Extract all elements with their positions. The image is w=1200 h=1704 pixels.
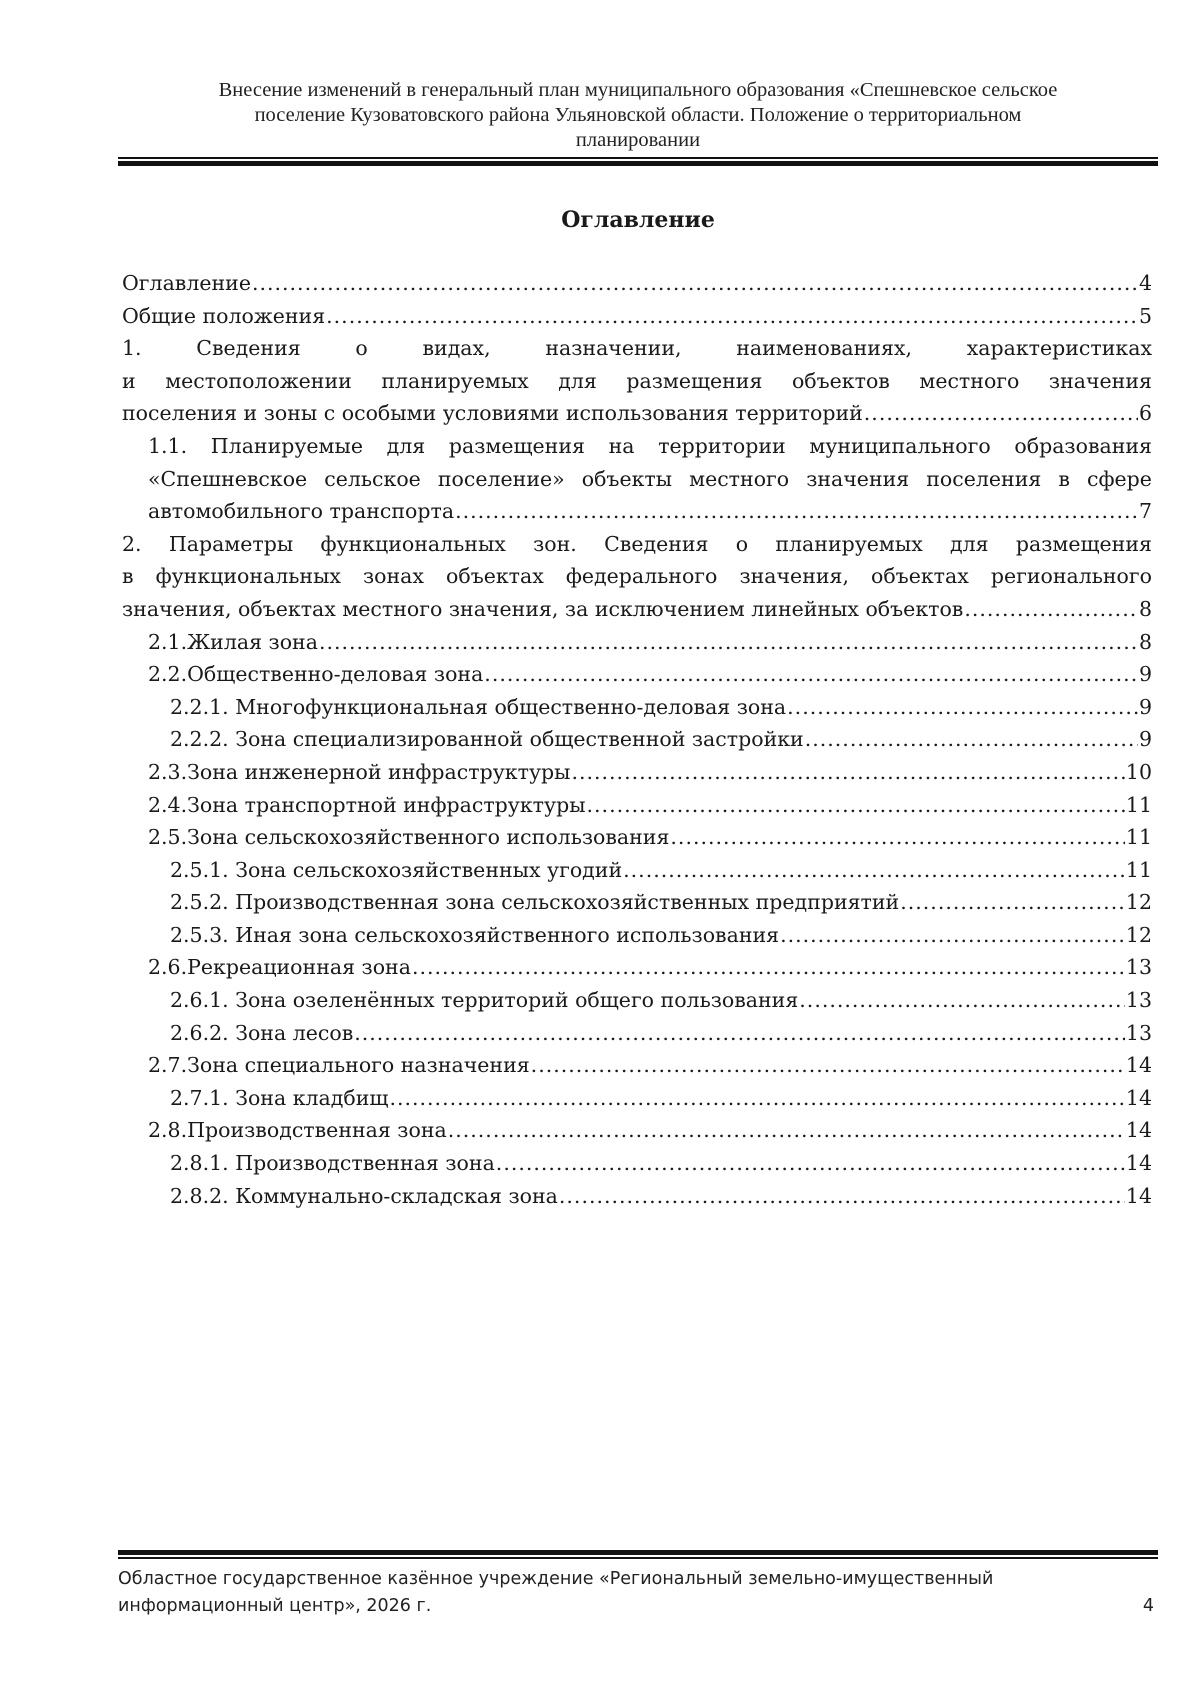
- toc-entry-line: в функциональных зонах объектах федерального значения, объектах регионального: [122, 564, 1152, 589]
- toc-entry-text: 2.5.1. Зона сельскохозяйственных угодий: [170, 857, 623, 882]
- toc-entry-text: 2.5.3. Иная зона сельскохозяйственного использования: [170, 922, 780, 947]
- toc-entry-line: 2. Параметры функциональных зон. Сведения о планируемых для размещения: [122, 531, 1152, 556]
- dot-leader: [448, 1114, 1125, 1147]
- header-rule-thin: [118, 157, 1158, 159]
- dot-leader: [531, 1049, 1125, 1082]
- toc-entry-general-provisions[interactable]: [122, 300, 1152, 333]
- toc-entry-section-2-4[interactable]: [122, 789, 1152, 822]
- toc-entry-text: Общественно-деловая зона: [187, 662, 484, 687]
- footer-line-2: информационный центр», 2026 г.: [118, 1596, 432, 1616]
- toc-page-number: 11: [1125, 857, 1152, 882]
- toc-entry-table-of-contents[interactable]: [122, 267, 1152, 300]
- toc-entry-text: Зона инженерной инфраструктуры: [187, 759, 571, 784]
- toc-entry-text: 2.6.2. Зона лесов: [170, 1020, 354, 1045]
- toc-entry-text: 2.7.1. Зона кладбищ: [170, 1085, 389, 1110]
- toc-entry-line: 1.1. Планируемые для размещения на территории муниципального образования: [148, 430, 1152, 463]
- toc-title: Оглавление: [561, 207, 715, 233]
- toc-page-number: 7: [1138, 499, 1152, 524]
- footer-rule-thin: [118, 1557, 1158, 1559]
- toc-page-number: 14: [1125, 1151, 1152, 1176]
- dot-leader: [780, 919, 1125, 952]
- toc-entry-text: автомобильного транспорта: [148, 499, 455, 524]
- dot-leader: [799, 984, 1125, 1017]
- toc-page-number: 13: [1125, 988, 1152, 1013]
- toc-entry-section-2-5-2[interactable]: [122, 886, 1152, 919]
- toc-entry-section-1[interactable]: [122, 332, 1152, 430]
- header-rule-thick: [118, 161, 1158, 166]
- toc-page-number: 14: [1125, 1085, 1152, 1110]
- toc-page-number: 12: [1125, 922, 1152, 947]
- toc-entry-text: Производственная зона: [187, 1118, 447, 1143]
- toc-page-number: 10: [1125, 759, 1152, 784]
- toc-entry-line: «Спешневское сельское поселение» объекты местного значения поселения в сфере: [148, 466, 1152, 491]
- toc-entry-section-2-6-2[interactable]: [122, 1017, 1152, 1050]
- header-line-3: планировании: [575, 129, 701, 151]
- toc-page-number: 13: [1125, 955, 1152, 980]
- toc-page-number: 11: [1125, 825, 1152, 850]
- dot-leader: [900, 886, 1125, 919]
- toc-page-number: 9: [1138, 727, 1152, 752]
- toc-entry-section-2-3[interactable]: [122, 756, 1152, 789]
- toc-page-number: 9: [1138, 694, 1152, 719]
- toc-entry-section-2-8-1[interactable]: [122, 1147, 1152, 1180]
- toc-entry-number: 1.1.: [148, 433, 188, 458]
- document-header: [118, 78, 1158, 153]
- dot-leader: [455, 495, 1138, 528]
- toc-entry-section-2-6[interactable]: [122, 951, 1152, 984]
- toc-entry-section-2-5-3[interactable]: [122, 919, 1152, 952]
- footer-rule-thick: [118, 1550, 1158, 1555]
- toc-page-number: 8: [1138, 629, 1152, 654]
- toc-entry-number: 2.1.: [148, 629, 188, 654]
- page-number: 4: [1142, 1596, 1154, 1616]
- toc-page-number: 11: [1125, 792, 1152, 817]
- dot-leader: [571, 756, 1124, 789]
- toc-entry-number: 2.2.: [148, 662, 188, 687]
- dot-leader: [805, 723, 1138, 756]
- toc-page-number: 14: [1125, 1118, 1152, 1143]
- toc-entry-text: Зона сельскохозяйственного использования: [187, 825, 670, 850]
- toc-entry-text: 2.8.1. Производственная зона: [170, 1151, 495, 1176]
- dot-leader: [319, 626, 1138, 659]
- dot-leader: [326, 300, 1138, 333]
- toc-entry-text: значения, объектах местного значения, за исключением линейных объектов: [122, 596, 964, 621]
- toc-entry-line: и местоположении планируемых для размещения объектов местного значения: [122, 368, 1152, 393]
- toc-entry-text: 2.5.2. Производственная зона сельскохозяйственных предприятий: [170, 890, 900, 915]
- toc-entry-text: Жилая зона: [187, 629, 318, 654]
- toc-page-number: 8: [1138, 596, 1152, 621]
- toc-page-number: 5: [1138, 303, 1152, 328]
- dot-leader: [670, 821, 1125, 854]
- toc-entry-text: 2.8.2. Коммунально-складская зона: [170, 1183, 558, 1208]
- toc-entry-section-2-2-1[interactable]: [122, 691, 1152, 724]
- toc-entry-text: поселения и зоны с особыми условиями использования территорий: [122, 401, 863, 426]
- dot-leader: [964, 593, 1138, 626]
- dot-leader: [496, 1147, 1125, 1180]
- footer-line-1: Областное государственное казённое учреждение «Региональный земельно-имущественный: [118, 1569, 994, 1589]
- toc-entry-text: Общие положения: [122, 303, 326, 328]
- header-line-2: поселение Кузоватовского района Ульяновской области. Положение о территориальном: [254, 104, 1022, 126]
- toc-page-number: 4: [1138, 271, 1152, 295]
- toc-entry-section-2[interactable]: [122, 528, 1152, 626]
- dot-leader: [787, 691, 1138, 724]
- toc-entry-text: Зона транспортной инфраструктуры: [187, 792, 586, 817]
- toc-entry-section-2-5-1[interactable]: [122, 854, 1152, 887]
- toc-entry-section-2-8-2[interactable]: [122, 1180, 1152, 1213]
- toc-page-number: 14: [1125, 1053, 1152, 1078]
- toc-entry-section-2-7[interactable]: [122, 1049, 1152, 1082]
- dot-leader: [559, 1180, 1125, 1213]
- toc-entry-section-1-1[interactable]: [122, 430, 1152, 528]
- toc-entry-text: 2.2.2. Зона специализированной общественной застройки: [170, 727, 804, 752]
- toc-entry-number: 2.3.: [148, 759, 188, 784]
- toc-page-number: 9: [1138, 662, 1152, 687]
- header-line-1: Внесение изменений в генеральный план муниципального образования «Спешневское сельское: [218, 79, 1058, 101]
- dot-leader: [623, 854, 1125, 887]
- dot-leader: [354, 1017, 1125, 1050]
- toc-entry-text: Рекреационная зона: [187, 955, 411, 980]
- toc-entry-section-2-2-2[interactable]: [122, 723, 1152, 756]
- toc-entry-section-2-8[interactable]: [122, 1114, 1152, 1147]
- dot-leader: [484, 658, 1138, 691]
- toc-entry-number: 2.6.: [148, 955, 188, 980]
- toc-entry-section-2-6-1[interactable]: [122, 984, 1152, 1017]
- toc-entry-text: Оглавление: [122, 271, 251, 295]
- toc-entry-line: 1. Сведения о видах, назначении, наименованиях, характеристиках: [122, 336, 1152, 361]
- table-of-contents: [122, 267, 1152, 1212]
- toc-page-number: 12: [1125, 890, 1152, 915]
- dot-leader: [412, 951, 1125, 984]
- dot-leader: [864, 397, 1138, 430]
- document-footer: [118, 1566, 1158, 1620]
- toc-entry-section-2-2[interactable]: [122, 658, 1152, 691]
- toc-entry-section-2-7-1[interactable]: [122, 1082, 1152, 1115]
- toc-entry-number: 2.7.: [148, 1053, 188, 1078]
- toc-page-number: 13: [1125, 1020, 1152, 1045]
- toc-page-number: 6: [1138, 401, 1152, 426]
- dot-leader: [587, 789, 1125, 822]
- dot-leader: [389, 1082, 1124, 1115]
- toc-entry-text: 2.2.1. Многофункциональная общественно-деловая зона: [170, 694, 787, 719]
- dot-leader: [252, 267, 1138, 300]
- toc-entry-text: 2.6.1. Зона озеленённых территорий общего пользования: [170, 988, 799, 1013]
- toc-page-number: 14: [1125, 1183, 1152, 1208]
- toc-entry-section-2-5[interactable]: [122, 821, 1152, 854]
- toc-entry-section-2-1[interactable]: [122, 626, 1152, 659]
- toc-entry-number: 2.5.: [148, 825, 188, 850]
- toc-entry-text: Зона специального назначения: [187, 1053, 530, 1078]
- toc-entry-number: 2.4.: [148, 792, 188, 817]
- toc-entry-number: 2.8.: [148, 1118, 188, 1143]
